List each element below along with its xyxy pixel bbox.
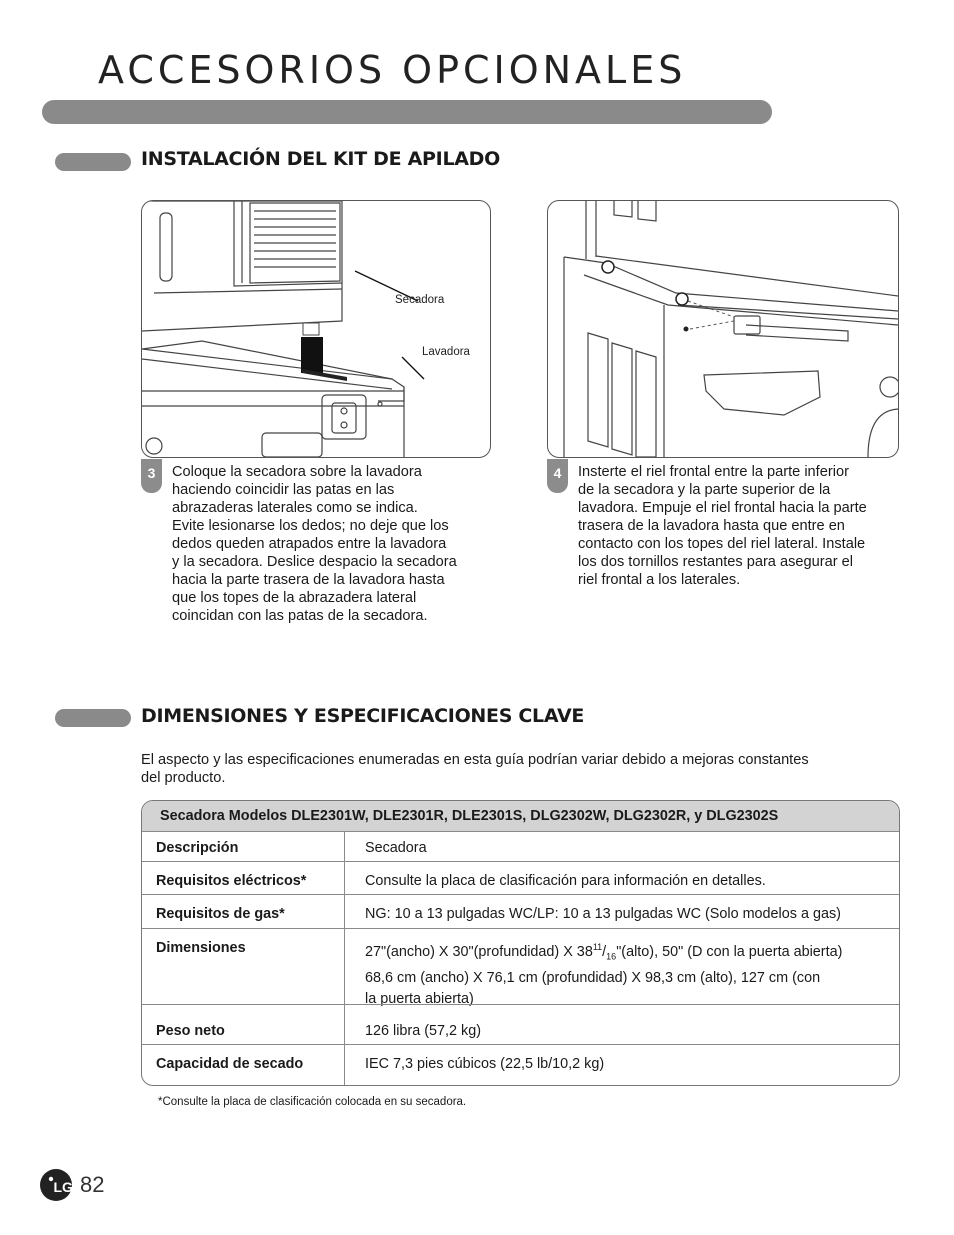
row-label: Descripción (156, 840, 239, 856)
intro-line: El aspecto y las especificaciones enumeradas en esta guía podrían variar debido a mejoras constantes (141, 752, 809, 768)
intro-paragraph (141, 751, 809, 787)
row-value: Consulte la placa de clasificación para información en detalles. (365, 873, 766, 889)
step-4-line: trasera de la lavadora hasta que entre en (578, 518, 845, 534)
table-row (142, 861, 899, 889)
step-4-line: los dos tornillos restantes para asegurar el (578, 554, 853, 570)
fraction-separator: / (602, 943, 607, 960)
dimensions-line-3: la puerta abierta) (365, 990, 474, 1007)
fraction-denominator: 16 (606, 951, 617, 962)
figure-step-4 (547, 200, 899, 458)
table-row (142, 1044, 899, 1072)
step-4-badge: 4 (547, 459, 568, 493)
row-value-dimensions (365, 937, 842, 1010)
step-3-line: abrazaderas laterales como se indica. (172, 500, 418, 516)
illustration-front-rail (548, 201, 898, 457)
footnote: *Consulte la placa de clasificación colocada en su secadora. (158, 1096, 467, 1108)
row-label: Capacidad de secado (156, 1056, 304, 1072)
step-3-line: dedos queden atrapados entre la lavadora (172, 536, 447, 552)
row-value: 126 libra (57,2 kg) (365, 1023, 481, 1039)
section-marker (55, 709, 131, 727)
step-4-line: lavadora. Empuje el riel frontal hacia la parte (578, 500, 867, 516)
step-3-badge: 3 (141, 459, 162, 493)
dimensions-part-a: 27"(ancho) X 30"(profundidad) X 38 (365, 943, 593, 960)
step-3-line: que los topes de la abrazadera lateral (172, 590, 417, 606)
step-4-line: de la secadora y la parte superior de la (578, 482, 831, 498)
row-value: NG: 10 a 13 pulgadas WC/LP: 10 a 13 pulgadas WC (Solo modelos a gas) (365, 906, 841, 922)
dimensions-part-b: "(alto), 50" (D con la puerta abierta) (616, 943, 843, 960)
dimensions-line-2: 68,6 cm (ancho) X 76,1 cm (profundidad) X 98,3 cm (alto), 127 cm (con (365, 969, 821, 986)
section-marker (55, 153, 131, 171)
step-3-text (172, 463, 457, 625)
row-value: IEC 7,3 pies cúbicos (22,5 lb/10,2 kg) (365, 1056, 605, 1072)
figure-step-3 (141, 200, 491, 458)
spec-table-header: Secadora Modelos DLE2301W, DLE2301R, DLE2301S, DLG2302W, DLG2302R, y DLG2302S (142, 801, 899, 832)
page-title: ACCESORIOS OPCIONALES (98, 48, 687, 92)
lg-logo-text: LG (53, 1179, 73, 1195)
table-row (142, 831, 899, 856)
section-heading-stacking-kit: INSTALACIÓN DEL KIT DE APILADO (141, 148, 500, 170)
dimensions-line-1 (365, 937, 842, 968)
section-heading-specifications: DIMENSIONES Y ESPECIFICACIONES CLAVE (141, 705, 585, 727)
spec-table (141, 800, 900, 1086)
step-3-line: y la secadora. Deslice despacio la secadora (172, 554, 457, 570)
step-4-line: contacto con los topes del riel lateral. Instale (578, 536, 866, 552)
lg-logo-icon (39, 1168, 73, 1202)
table-row (142, 894, 899, 922)
row-label: Requisitos de gas* (156, 906, 285, 922)
step-3-line: hacia la parte trasera de la lavadora hasta (172, 572, 445, 588)
table-row (142, 928, 899, 1007)
step-3-line: haciendo coincidir las patas en las (172, 482, 395, 498)
step-3-line: Evite lesionarse los dedos; no deje que los (172, 518, 449, 534)
step-4-line: riel frontal a los laterales. (578, 572, 741, 588)
step-3-line: Coloque la secadora sobre la lavadora (172, 464, 422, 480)
table-row (142, 1004, 899, 1039)
label-washer: Lavadora (422, 346, 470, 358)
row-label: Peso neto (156, 1023, 225, 1039)
row-label: Requisitos eléctricos* (156, 873, 307, 889)
page-number: 82 (80, 1172, 105, 1197)
step-4-line: Insterte el riel frontal entre la parte inferior (578, 464, 849, 480)
column-divider (344, 831, 345, 1085)
fraction-numerator: 11 (592, 942, 603, 952)
title-bar (42, 100, 772, 124)
row-value: Secadora (365, 840, 427, 856)
intro-line: del producto. (141, 770, 226, 786)
step-3-line: coincidan con las patas de la secadora. (172, 608, 428, 624)
illustration-dryer-on-washer (142, 201, 490, 457)
step-4-text (578, 463, 867, 589)
row-label: Dimensiones (156, 940, 246, 956)
label-dryer: Secadora (395, 294, 445, 306)
